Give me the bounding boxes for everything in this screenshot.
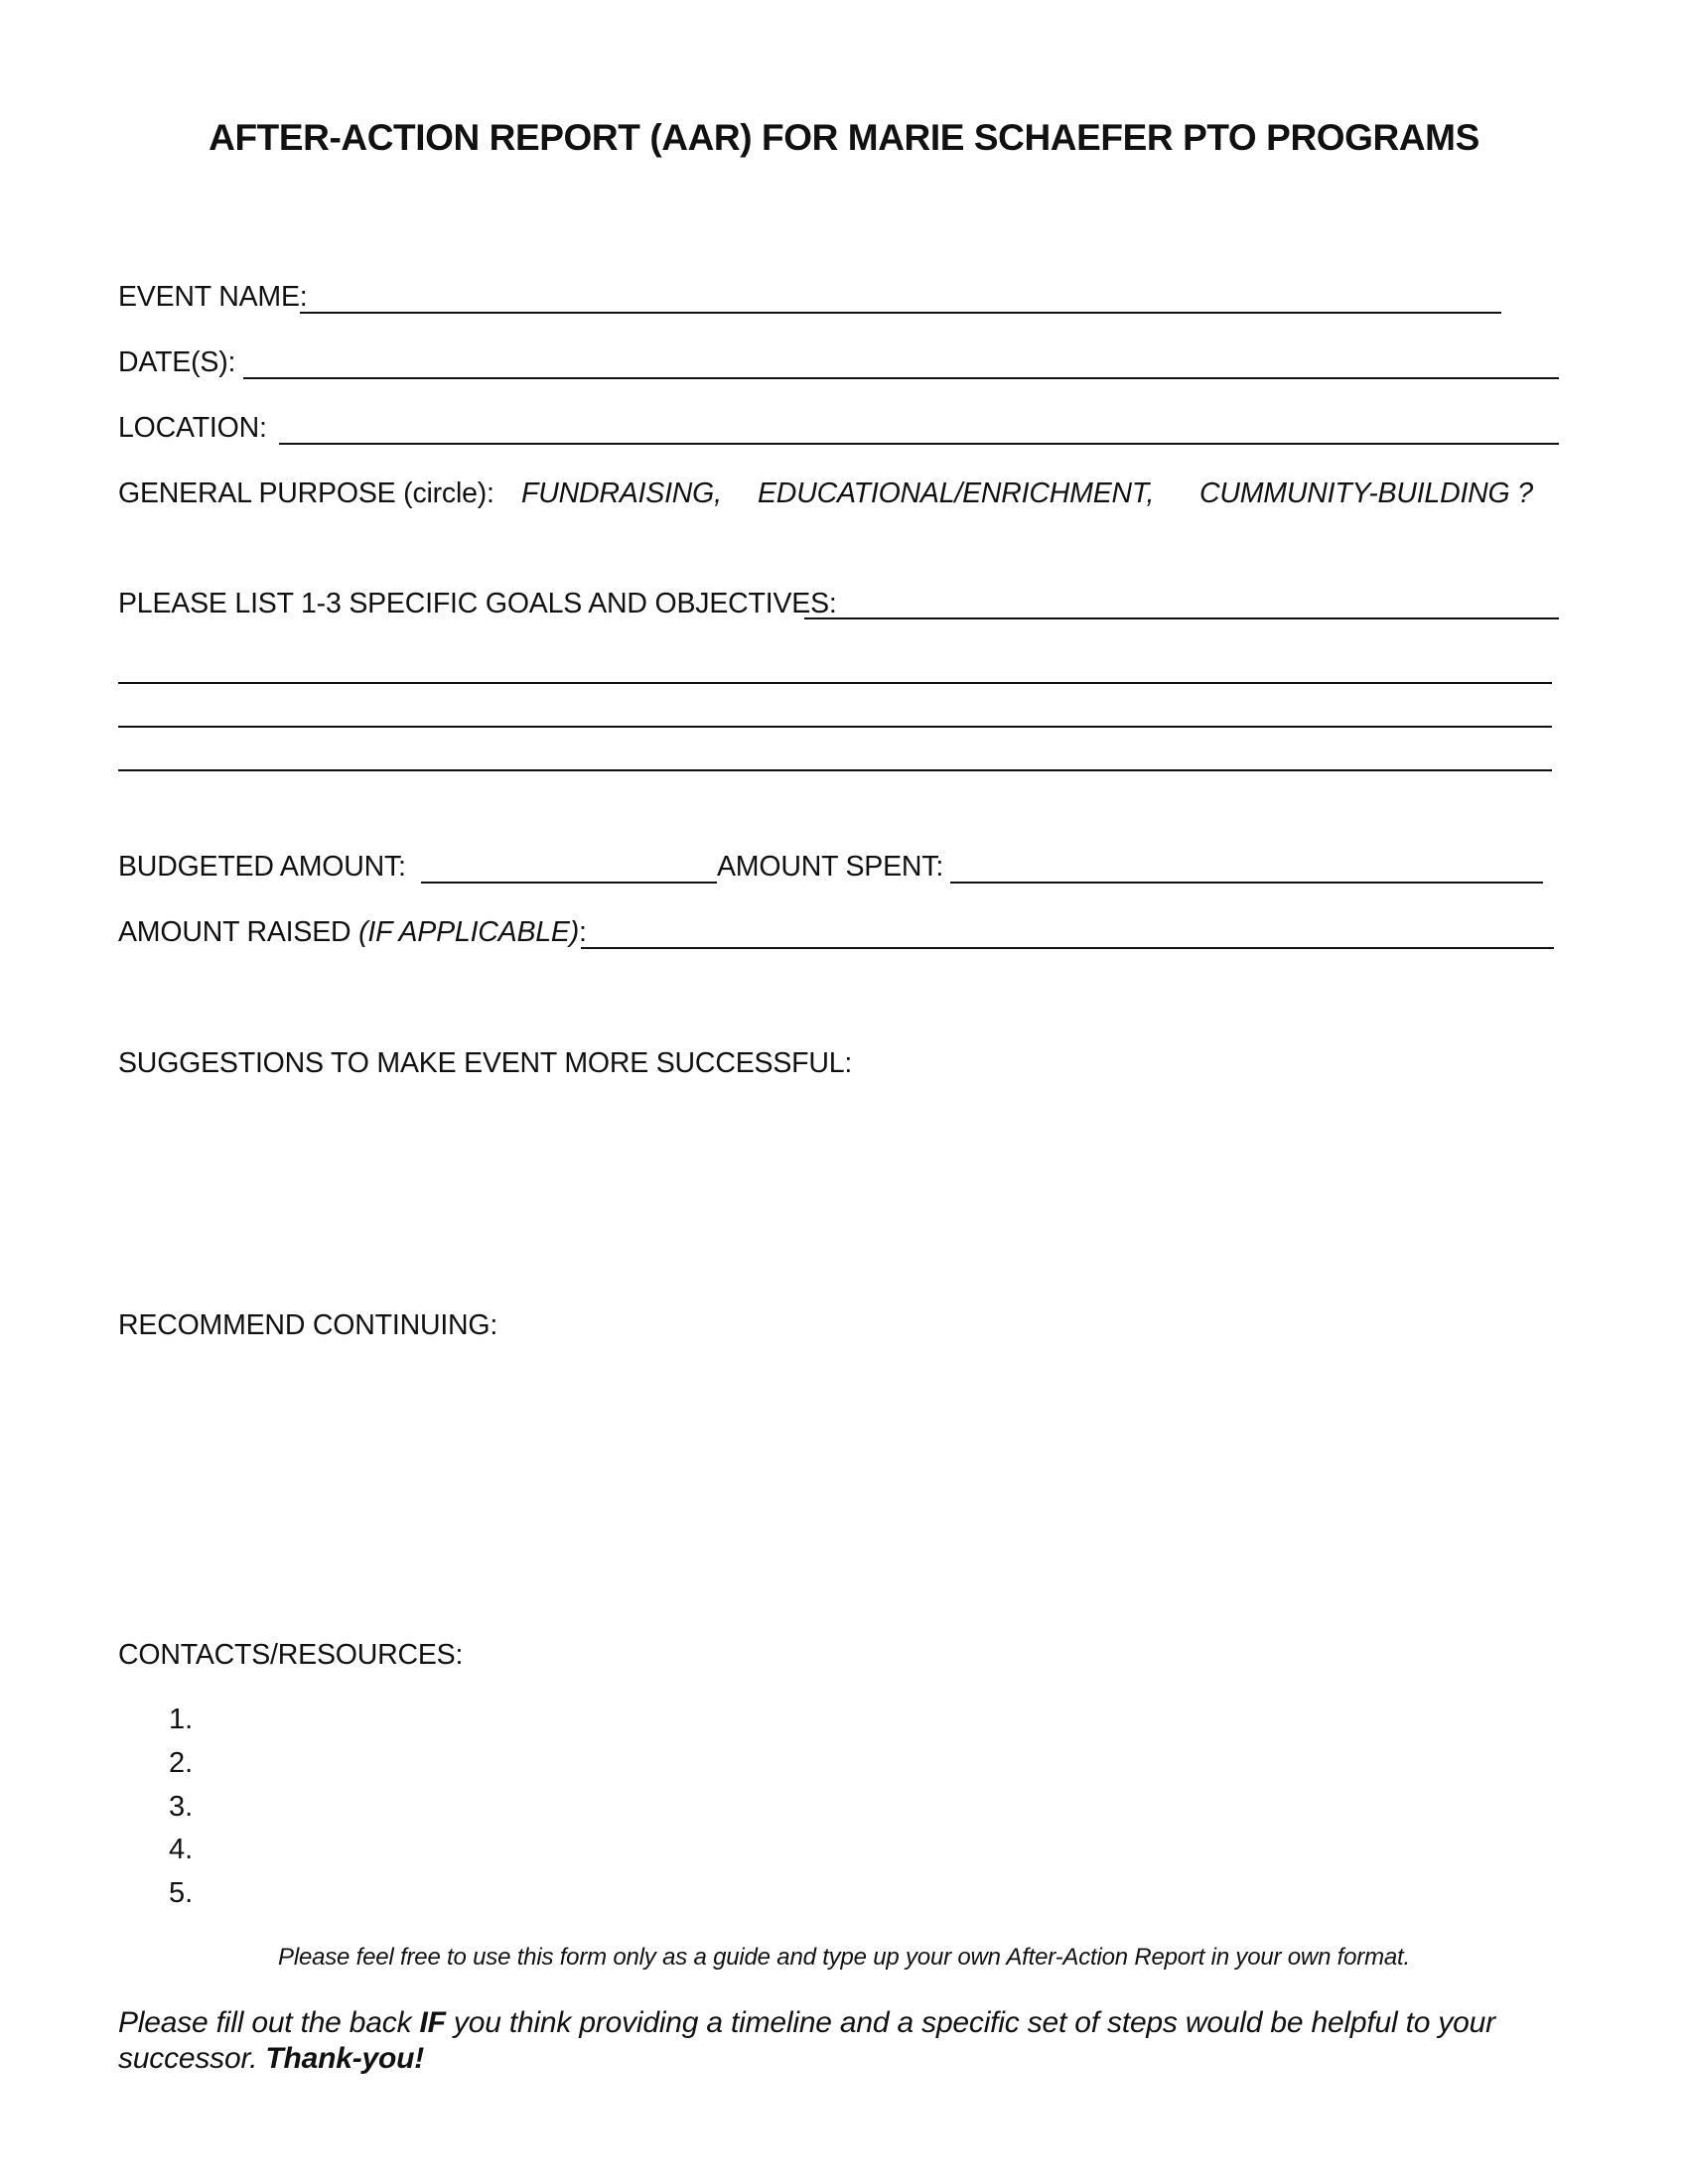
- amount-raised-label: [118, 916, 587, 949]
- closing-emphasis: IF: [419, 2006, 446, 2039]
- event-name-label: EVENT NAME:: [118, 281, 308, 313]
- location-field[interactable]: [279, 443, 1559, 445]
- contact-item-3[interactable]: 3.: [169, 1791, 194, 1823]
- dates-field[interactable]: [243, 377, 1559, 379]
- closing-part-2: you think providing a timeline and a specific set of steps would be helpful to your successor.: [118, 2006, 1495, 2075]
- purpose-option-fundraising[interactable]: FUNDRAISING,: [521, 478, 722, 509]
- contact-item-2[interactable]: 2.: [169, 1747, 194, 1779]
- budgeted-amount-label: BUDGETED AMOUNT:: [118, 851, 406, 883]
- purpose-label: GENERAL PURPOSE (circle):: [118, 478, 494, 509]
- contact-item-4[interactable]: 4.: [169, 1834, 194, 1865]
- purpose-option-community-building[interactable]: CUMMUNITY-BUILDING ?: [1199, 478, 1533, 509]
- goals-line-3[interactable]: [118, 726, 1552, 728]
- amount-raised-text: AMOUNT RAISED: [118, 916, 352, 948]
- amount-spent-label: AMOUNT SPENT:: [717, 851, 944, 883]
- amount-raised-colon: :: [579, 916, 587, 948]
- recommend-continuing-label: RECOMMEND CONTINUING:: [118, 1309, 498, 1341]
- goals-label: PLEASE LIST 1-3 SPECIFIC GOALS AND OBJECTIVES:: [118, 588, 837, 619]
- goals-line-4[interactable]: [118, 769, 1552, 771]
- suggestions-area[interactable]: [118, 1092, 1558, 1291]
- event-name-field[interactable]: [300, 312, 1501, 314]
- closing-note: [118, 2005, 1568, 2077]
- suggestions-label: SUGGESTIONS TO MAKE EVENT MORE SUCCESSFUL:: [118, 1047, 853, 1079]
- budgeted-amount-field[interactable]: [421, 882, 717, 884]
- page-title: AFTER-ACTION REPORT (AAR) FOR MARIE SCHAEFER PTO PROGRAMS: [209, 117, 1479, 158]
- purpose-option-educational[interactable]: EDUCATIONAL/ENRICHMENT,: [758, 478, 1155, 509]
- amount-raised-field[interactable]: [581, 947, 1554, 949]
- contact-item-5[interactable]: 5.: [169, 1877, 194, 1909]
- closing-part-1: Please fill out the back: [118, 2006, 420, 2039]
- amount-spent-field[interactable]: [950, 882, 1543, 884]
- recommend-continuing-area[interactable]: [118, 1355, 1558, 1623]
- guide-note: Please feel free to use this form only as a guide and type up your own After-Action Report in your own format.: [278, 1944, 1410, 1971]
- location-label: LOCATION:: [118, 412, 267, 444]
- goals-line-1[interactable]: [804, 617, 1559, 619]
- closing-thanks: Thank-you!: [265, 2042, 425, 2075]
- goals-line-2[interactable]: [118, 682, 1552, 684]
- amount-raised-qualifier: (IF APPLICABLE): [358, 916, 580, 948]
- contacts-resources-label: CONTACTS/RESOURCES:: [118, 1639, 464, 1671]
- dates-label: DATE(S):: [118, 346, 236, 378]
- contact-item-1[interactable]: 1.: [169, 1704, 194, 1735]
